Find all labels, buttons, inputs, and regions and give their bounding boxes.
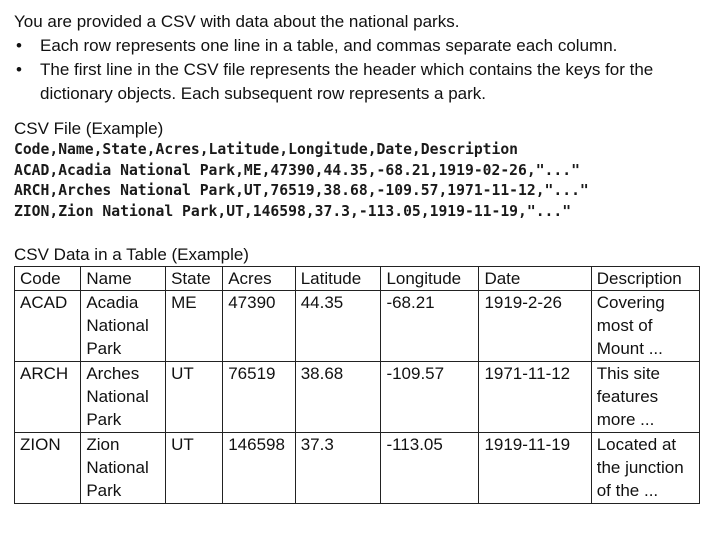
cell-acres: 47390 [223,291,295,362]
column-header-latitude: Latitude [295,267,381,291]
bullet-icon: • [16,36,22,55]
csv-line: ZION,Zion National Park,UT,146598,37.3,-113.05,1919-11-19,"..." [14,202,572,220]
csv-code-block [14,140,704,222]
cell-name: Zion National Park [81,433,166,504]
cell-state: UT [166,433,223,504]
csv-line: ARCH,Arches National Park,UT,76519,38.68,-109.57,1971-11-12,"..." [14,182,589,199]
column-header-state: State [166,267,223,291]
column-header-date: Date [479,267,591,291]
cell-longitude: -113.05 [381,433,479,504]
cell-acres: 76519 [223,362,295,433]
csv-line: ACAD,Acadia National Park,ME,47390,44.35,-68.21,1919-02-26,"..." [14,161,580,179]
cell-date: 1919-2-26 [479,291,591,362]
cell-date: 1919-11-19 [479,433,591,504]
column-header-description: Description [591,267,699,291]
bullet-text: Each row represents one line in a table, and commas separate each column. [40,36,618,55]
cell-description: Covering most of Mount ... [591,291,699,362]
cell-code: ACAD [15,291,81,362]
csv-file-title: CSV File (Example) [14,119,164,138]
csv-line: Code,Name,State,Acres,Latitude,Longitude,Date,Description [14,141,519,158]
cell-state: ME [166,291,223,362]
cell-description: Located at the junction of the ... [591,433,699,504]
bullet-item [14,34,704,58]
cell-name: Arches National Park [81,362,166,433]
table-header-row [15,267,700,291]
cell-description: This site features more ... [591,362,699,433]
cell-longitude: -109.57 [381,362,479,433]
cell-latitude: 44.35 [295,291,381,362]
cell-date: 1971-11-12 [479,362,591,433]
parks-table [14,266,700,504]
table-row [15,362,700,433]
cell-code: ZION [15,433,81,504]
cell-name: Acadia National Park [81,291,166,362]
cell-acres: 146598 [223,433,295,504]
cell-state: UT [166,362,223,433]
bullet-item [14,58,704,106]
cell-latitude: 38.68 [295,362,381,433]
column-header-code: Code [15,267,81,291]
table-title: CSV Data in a Table (Example) [14,245,249,264]
table-row [15,291,700,362]
intro-text: You are provided a CSV with data about the national parks. [14,12,460,31]
cell-latitude: 37.3 [295,433,381,504]
cell-longitude: -68.21 [381,291,479,362]
column-header-acres: Acres [223,267,295,291]
bullet-text: The first line in the CSV file represents the header which contains the keys for the dictionary objects. Each subsequent row represents a park. [40,60,654,103]
column-header-longitude: Longitude [381,267,479,291]
column-header-name: Name [81,267,166,291]
table-row [15,433,700,504]
cell-code: ARCH [15,362,81,433]
bullet-list [14,34,704,106]
bullet-icon: • [16,60,22,79]
